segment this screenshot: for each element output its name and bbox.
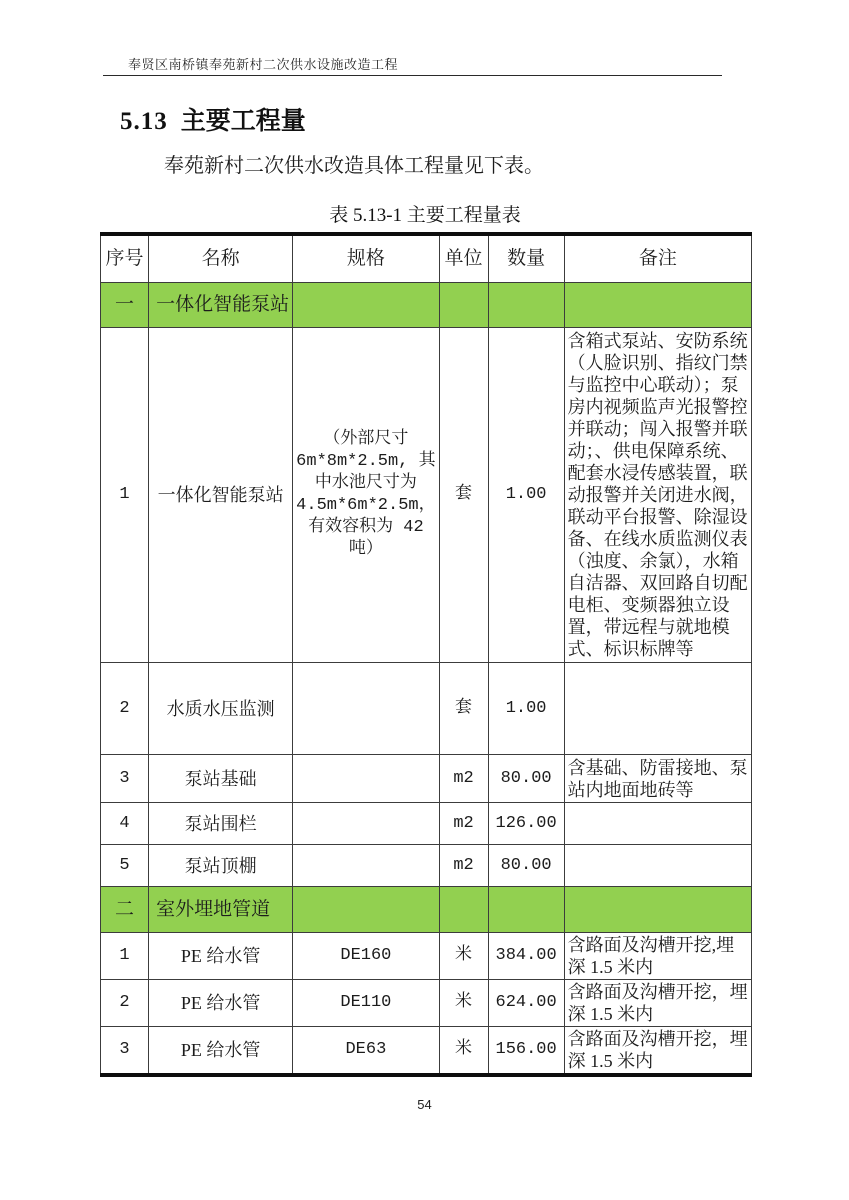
- spec-cell: [293, 887, 439, 933]
- section-row: [101, 887, 752, 933]
- remark-cell: 含路面及沟槽开挖,埋深 1.5 米内: [564, 933, 751, 980]
- unit-cell: [439, 887, 488, 933]
- qty-cell: [488, 283, 564, 328]
- name-cell: PE 给水管: [149, 980, 293, 1027]
- spec-cell: DE160: [293, 933, 439, 980]
- unit-cell: m2: [439, 803, 488, 845]
- running-header: 奉贤区南桥镇奉苑新村二次供水设施改造工程: [128, 57, 399, 72]
- unit-cell: 套: [439, 328, 488, 663]
- header-rule: [103, 75, 722, 76]
- column-header: 单位: [439, 234, 488, 283]
- name-cell: 一体化智能泵站: [149, 328, 293, 663]
- qty-cell: 80.00: [488, 755, 564, 803]
- table-row: [101, 663, 752, 755]
- name-cell: 一体化智能泵站: [149, 283, 293, 328]
- name-cell: 室外埋地管道: [149, 887, 293, 933]
- remark-cell: 含箱式泵站、安防系统（人脸识别、指纹门禁与监控中心联动）；泵房内视频监声光报警控并联动；闯入报警并联动；、供电保障系统、配套水浸传感装置，联动报警并关闭进水阀，联动平台报警、除湿设备、在线水质监测仪表（浊度、余氯），水箱自洁器、双回路自切配电柜、变频器独立设置，带远程与就地模式、标识标牌等: [564, 328, 751, 663]
- table-row: [101, 328, 752, 663]
- section-title: 主要工程量: [180, 108, 306, 135]
- section-heading: [120, 101, 306, 137]
- qty-cell: 624.00: [488, 980, 564, 1027]
- row-no-cell: 一: [101, 283, 149, 328]
- spec-cell: [293, 283, 439, 328]
- table-row: [101, 980, 752, 1027]
- name-cell: 泵站顶棚: [149, 845, 293, 887]
- row-no-cell: 5: [101, 845, 149, 887]
- table-header-row: [101, 234, 752, 283]
- table-caption: 表 5.13-1 主要工程量表: [329, 205, 521, 226]
- name-cell: PE 给水管: [149, 933, 293, 980]
- quantities-table: [100, 232, 752, 1077]
- page-number: 54: [417, 1097, 432, 1112]
- qty-cell: [488, 887, 564, 933]
- name-cell: 泵站基础: [149, 755, 293, 803]
- row-no-cell: 二: [101, 887, 149, 933]
- row-no-cell: 1: [101, 328, 149, 663]
- qty-cell: 384.00: [488, 933, 564, 980]
- remark-cell: 含路面及沟槽开挖，埋深 1.5 米内: [564, 1027, 751, 1076]
- spec-cell: [293, 755, 439, 803]
- table-row: [101, 755, 752, 803]
- qty-cell: 1.00: [488, 328, 564, 663]
- table-row: [101, 933, 752, 980]
- spec-cell: （外部尺寸 6m*8m*2.5m, 其中水池尺寸为 4.5m*6m*2.5m，有效容积为 42 吨）: [293, 328, 439, 663]
- unit-cell: 米: [439, 980, 488, 1027]
- qty-cell: 1.00: [488, 663, 564, 755]
- name-cell: 水质水压监测: [149, 663, 293, 755]
- unit-cell: [439, 283, 488, 328]
- unit-cell: m2: [439, 845, 488, 887]
- table-row: [101, 803, 752, 845]
- remark-cell: 含路面及沟槽开挖，埋深 1.5 米内: [564, 980, 751, 1027]
- row-no-cell: 2: [101, 980, 149, 1027]
- row-no-cell: 4: [101, 803, 149, 845]
- spec-cell: [293, 845, 439, 887]
- intro-paragraph: 奉苑新村二次供水改造具体工程量见下表。: [164, 155, 544, 177]
- column-header: 数量: [488, 234, 564, 283]
- remark-cell: [564, 663, 751, 755]
- row-no-cell: 3: [101, 755, 149, 803]
- name-cell: 泵站围栏: [149, 803, 293, 845]
- table-row: [101, 1027, 752, 1076]
- column-header: 规格: [293, 234, 439, 283]
- section-row: [101, 283, 752, 328]
- column-header: 名称: [149, 234, 293, 283]
- unit-cell: 米: [439, 1027, 488, 1076]
- unit-cell: 套: [439, 663, 488, 755]
- remark-cell: 含基础、防雷接地、泵站内地面地砖等: [564, 755, 751, 803]
- column-header: 序号: [101, 234, 149, 283]
- table-row: [101, 845, 752, 887]
- spec-cell: DE63: [293, 1027, 439, 1076]
- spec-cell: [293, 803, 439, 845]
- remark-cell: [564, 803, 751, 845]
- qty-cell: 80.00: [488, 845, 564, 887]
- remark-cell: [564, 845, 751, 887]
- qty-cell: 126.00: [488, 803, 564, 845]
- row-no-cell: 3: [101, 1027, 149, 1076]
- column-header: 备注: [564, 234, 751, 283]
- remark-cell: [564, 887, 751, 933]
- unit-cell: m2: [439, 755, 488, 803]
- unit-cell: 米: [439, 933, 488, 980]
- spec-cell: [293, 663, 439, 755]
- row-no-cell: 2: [101, 663, 149, 755]
- row-no-cell: 1: [101, 933, 149, 980]
- spec-cell: DE110: [293, 980, 439, 1027]
- qty-cell: 156.00: [488, 1027, 564, 1076]
- remark-cell: [564, 283, 751, 328]
- name-cell: PE 给水管: [149, 1027, 293, 1076]
- section-number: 5.13: [120, 108, 168, 135]
